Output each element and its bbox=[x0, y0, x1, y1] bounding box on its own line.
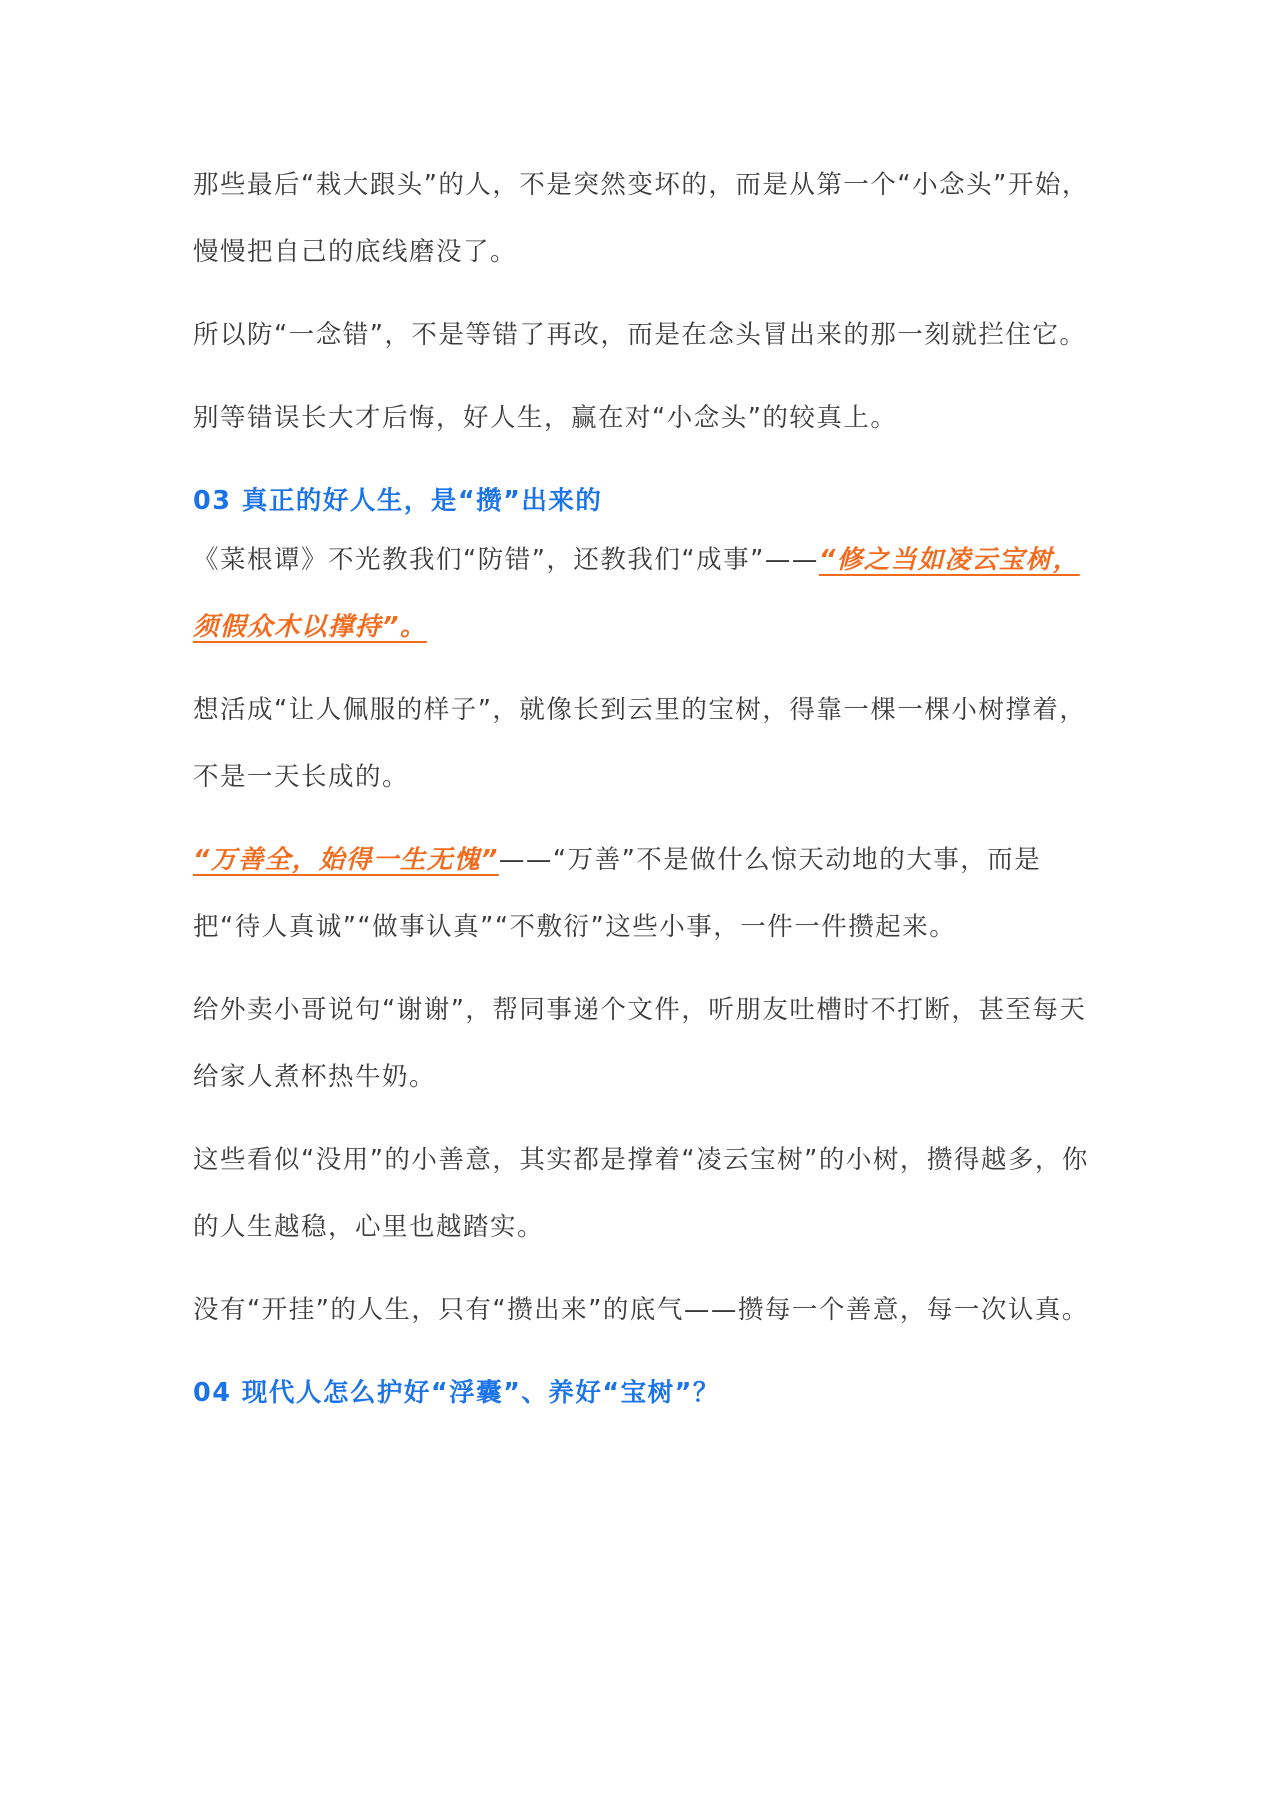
paragraph-admired: 想活成“让人佩服的样子”，就像长到云里的宝树，得靠一棵一棵小树撑着，不是一天长成的。 bbox=[193, 695, 1087, 792]
paragraph-accumulate: 没有“开挂”的人生，只有“攒出来”的底气——攒每一个善意，每一次认真。 bbox=[193, 1295, 1089, 1325]
section-heading-04: 04 现代人怎么护好“浮囊”、养好“宝树”？ bbox=[193, 1378, 720, 1408]
paragraph-wanshan bbox=[193, 827, 1093, 961]
paragraph-wanshan-text: ——“万善”不是做什么惊天动地的大事，而是把“待人真诚”“做事认真”“不敷衍”这些小事，一件一件攒起来。 bbox=[193, 845, 1042, 942]
highlight-quote-tree: “修之当如凌云宝树，须假众木以撑持”。 bbox=[193, 545, 1080, 642]
paragraph-prevent-mistake: 所以防“一念错”，不是等错了再改，而是在念头冒出来的那一刻就拦住它。 bbox=[193, 320, 1087, 350]
highlight-quote-wanshan: “万善全，始得一生无愧” bbox=[193, 845, 499, 875]
paragraph-caigentan-text: 《菜根谭》不光教我们“防错”，还教我们“成事”—— bbox=[193, 545, 819, 575]
paragraph-small-kindness: 给外卖小哥说句“谢谢”，帮同事递个文件，听朋友吐槽时不打断，甚至每天给家人煮杯热牛奶。 bbox=[193, 995, 1087, 1092]
article-body bbox=[193, 160, 1093, 1427]
paragraph-small-thoughts: 那些最后“栽大跟头”的人，不是突然变坏的，而是从第一个“小念头”开始，慢慢把自己的底线磨没了。 bbox=[193, 170, 1089, 267]
paragraph-dont-regret: 别等错误长大才后悔，好人生，赢在对“小念头”的较真上。 bbox=[193, 403, 898, 433]
section-heading-03: 03 真正的好人生，是“攒”出来的 bbox=[193, 486, 603, 516]
paragraph-small-trees: 这些看似“没用”的小善意，其实都是撑着“凌云宝树”的小树，攒得越多，你的人生越稳，心里也越踏实。 bbox=[193, 1145, 1089, 1242]
paragraph-caigentan bbox=[193, 527, 1093, 661]
